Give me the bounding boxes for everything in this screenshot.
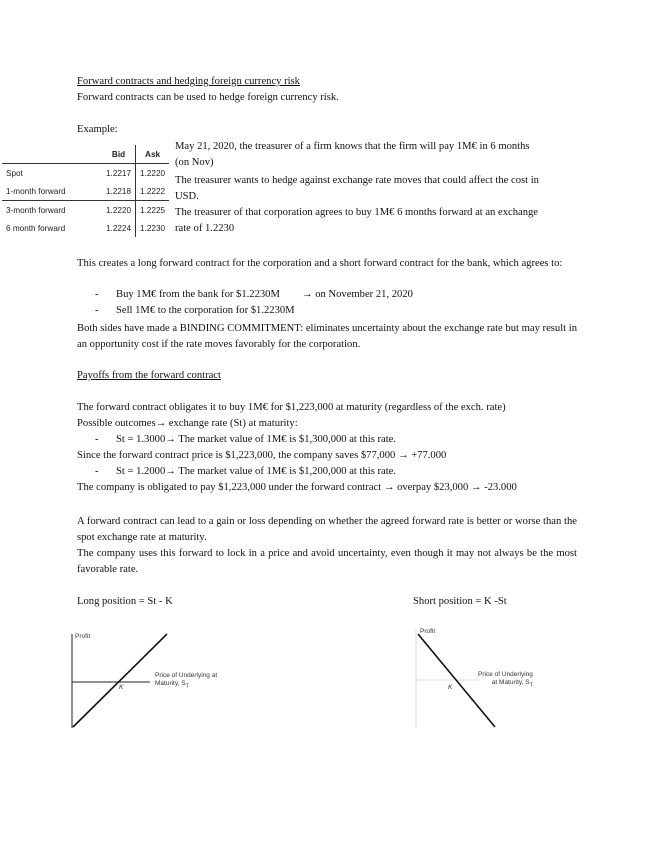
bullet-dash: - (95, 434, 99, 445)
payoffs-heading: Payoffs from the forward contract (77, 370, 221, 381)
ask-value: 1.2220 (136, 164, 170, 183)
x-label-line2: at Maturity, S (491, 679, 530, 686)
long-payoff-line (73, 634, 167, 727)
long-position-label: Long position = St - K (77, 596, 173, 607)
short-position-label: Short position = K -St (413, 596, 507, 607)
payoff-line: St = 1.2000→ The market value of 1M€ is $1,200,000 at this rate. (116, 466, 396, 477)
header-bid: Bid (102, 145, 136, 164)
ask-value: 1.2225 (136, 201, 170, 220)
ask-value: 1.2230 (136, 219, 170, 237)
payoff-line: Possible outcomes→ exchange rate (St) at maturity: (77, 418, 298, 429)
payoff-line: The forward contract obligates it to buy 1M€ for $1,223,000 at maturity (regardless of the exch. rate) (77, 402, 506, 413)
example-line: (on Nov) (175, 157, 214, 168)
header-ask: Ask (136, 145, 170, 164)
row-label: 1-month forward (2, 182, 102, 201)
section-title: Forward contracts and hedging foreign currency risk (77, 76, 300, 87)
x-label-line1: Price of Underlying (478, 671, 533, 678)
row-label: Spot (6, 168, 23, 178)
example-line: USD. (175, 191, 199, 202)
bullet-extra: → on November 21, 2020 (302, 289, 413, 300)
bullet-text: Sell 1M€ to the corporation for $1.2230M (116, 305, 295, 316)
intro-text: Forward contracts can be used to hedge foreign currency risk. (77, 92, 339, 103)
example-line: rate of 1.2230 (175, 223, 235, 234)
payoff-line: The company is obligated to pay $1,223,000 under the forward contract → overpay $23,000 → -23.000 (77, 482, 517, 493)
short-profit-label: Profit (420, 628, 436, 635)
paragraph: A forward contract can lead to a gain or loss depending on whether the agreed forward rate is better or worse than the spot exchange rate at maturity. (77, 516, 577, 543)
example-label: Example: (77, 124, 118, 135)
x-label-sub: T (185, 683, 189, 690)
payoff-line: Since the forward contract price is $1,223,000, the company saves $77,000 → +77.000 (77, 450, 447, 461)
ask-value: 1.2222 (136, 182, 170, 201)
x-label-sub: T (529, 682, 533, 689)
bid-value: 1.2224 (106, 223, 132, 233)
bid-value: 1.2217 (106, 168, 132, 178)
long-k-label: K (119, 684, 124, 691)
bid-value: 1.2218 (102, 182, 136, 201)
paragraph: Both sides have made a BINDING COMMITMENT: eliminates uncertainty about the exchange rate but may result in an opportunity cost if the rate moves favorably for the corporation. (77, 323, 577, 350)
bullet-dash: - (95, 466, 99, 477)
paragraph: The company uses this forward to lock in a price and avoid uncertainty, even though it may not always be the most favorable rate. (77, 548, 577, 575)
bullet-dash: - (95, 289, 99, 300)
row-label: 3-month forward (6, 205, 66, 215)
bid-value: 1.2220 (106, 205, 132, 215)
example-line: The treasurer of that corporation agrees to buy 1M€ 6 months forward at an exchange (175, 207, 539, 218)
x-label-line2: Maturity, S (155, 680, 186, 687)
short-x-label (478, 671, 533, 689)
x-label-line1: Price of Underlying at (155, 672, 218, 679)
example-line: May 21, 2020, the treasurer of a firm knows that the firm will pay 1M€ in 6 months (175, 141, 530, 152)
row-label: 6 month forward (6, 223, 66, 233)
long-profit-label: Profit (75, 633, 91, 640)
paragraph: This creates a long forward contract for the corporation and a short forward contract for the bank, which agrees to: (77, 258, 563, 269)
payoff-line: St = 1.3000→ The market value of 1M€ is $1,300,000 at this rate. (116, 434, 396, 445)
short-k-label: K (448, 684, 453, 691)
long-x-label (155, 672, 217, 690)
example-line: The treasurer wants to hedge against exchange rate moves that could affect the cost in (175, 175, 539, 186)
bullet-text: Buy 1M€ from the bank for $1.2230M (116, 289, 280, 300)
bullet-dash: - (95, 305, 99, 316)
